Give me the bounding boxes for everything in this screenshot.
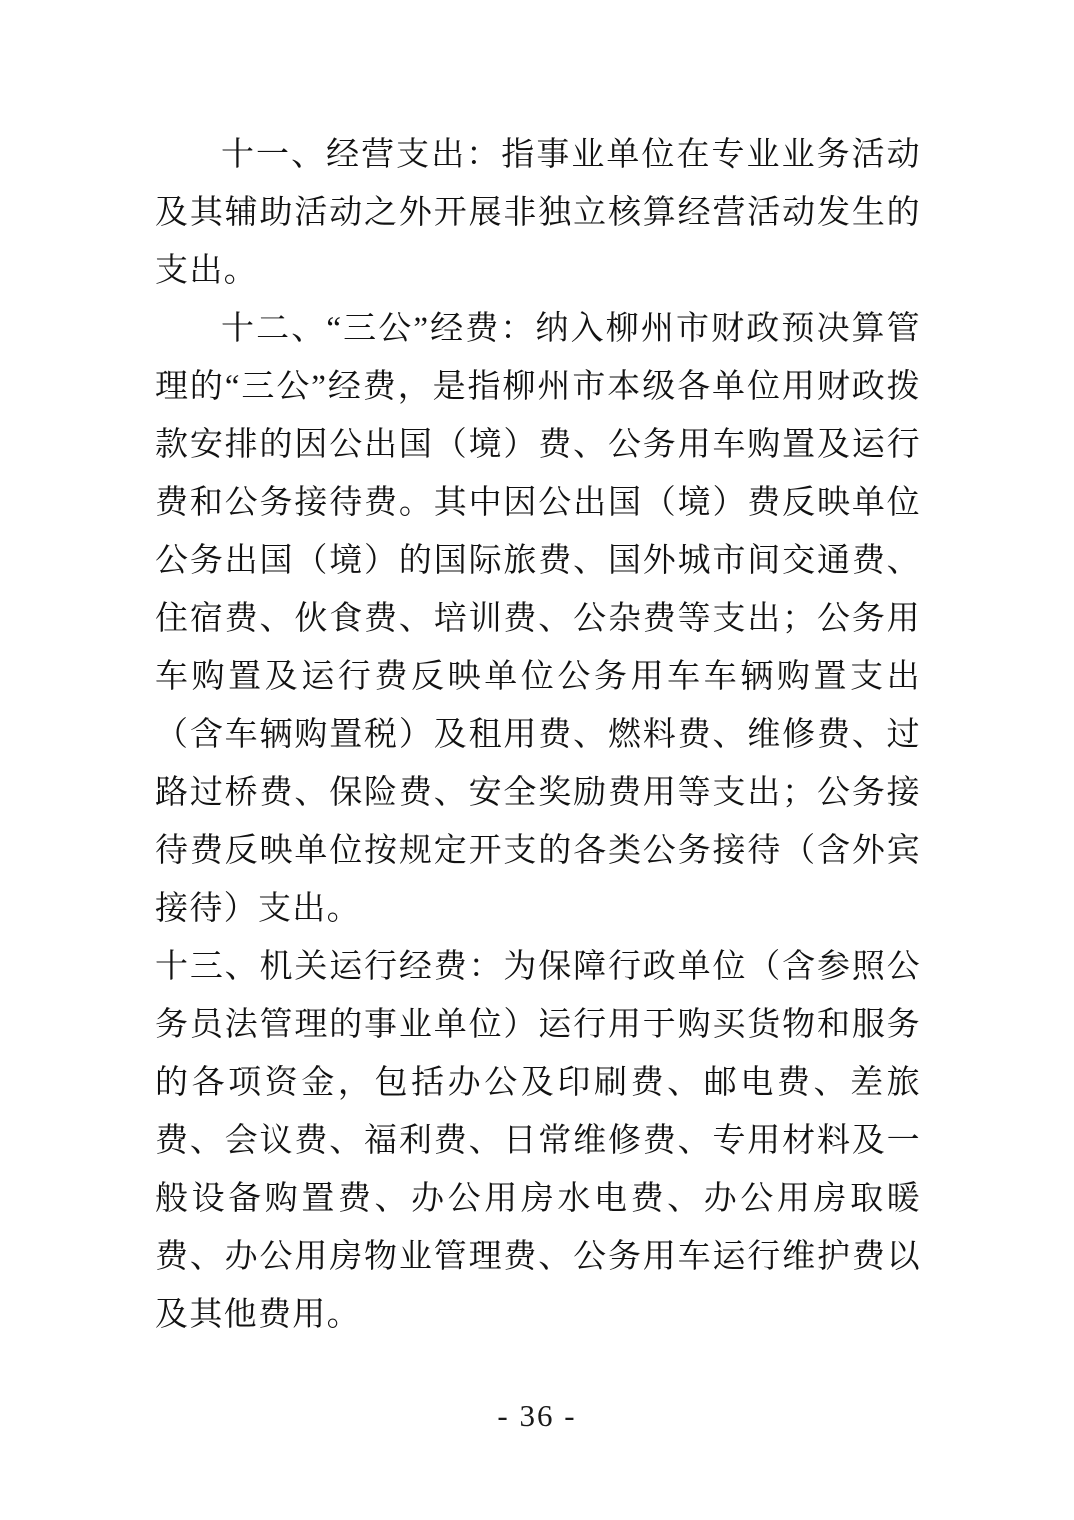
paragraph-item-11: 十一、经营支出：指事业单位在专业业务活动及其辅助活动之外开展非独立核算经营活动发生的支出。 <box>155 137 921 289</box>
document-body <box>155 126 921 1344</box>
page-number: - 36 - <box>497 1398 577 1433</box>
paragraph-item-13: 十三、机关运行经费：为保障行政单位（含参照公务员法管理的事业单位）运行用于购买货物和服务的各项资金，包括办公及印刷费、邮电费、差旅费、会议费、福利费、日常维修费、专用材料及一般设备购置费、办公用房水电费、办公用房取暖费、办公用房物业管理费、公务用车运行维护费以及其他费用。 <box>155 949 921 1333</box>
paragraph-item-12: 十二、“三公”经费：纳入柳州市财政预决算管理的“三公”经费，是指柳州市本级各单位用财政拨款安排的因公出国（境）费、公务用车购置及运行费和公务接待费。其中因公出国（境）费反映单位公务出国（境）的国际旅费、国外城市间交通费、住宿费、伙食费、培训费、公杂费等支出；公务用车购置及运行费反映单位公务用车车辆购置支出（含车辆购置税）及租用费、燃料费、维修费、过路过桥费、保险费、安全奖励费用等支出；公务接待费反映单位按规定开支的各类公务接待（含外宾接待）支出。 <box>155 311 921 927</box>
page-footer <box>0 1396 1074 1436</box>
